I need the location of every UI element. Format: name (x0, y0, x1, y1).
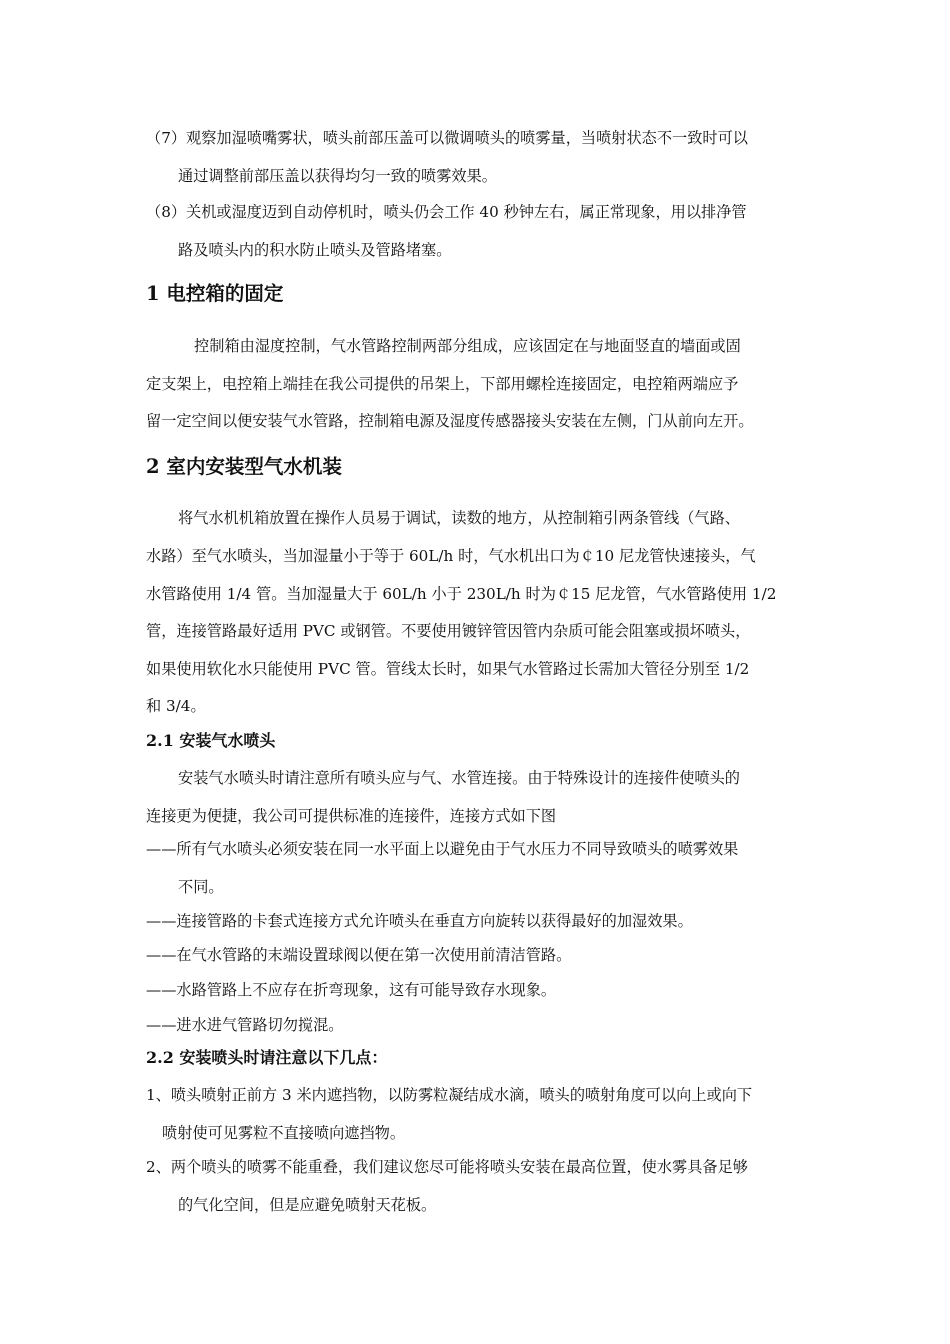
list-item: ——在气水管路的末端设置球阀以便在第一次使用前清洁管路。 (146, 946, 572, 964)
paragraph-line: 留一定空间以便安装气水管路，控制箱电源及湿度传感器接头安装在左侧，门从前向左开。 (146, 412, 754, 430)
paragraph-line: 水路）至气水喷头，当加湿量小于等于 60L/h 时，气水机出口为￠10 尼龙管快速接头，气 (146, 547, 756, 565)
paragraph-line: 安装气水喷头时请注意所有喷头应与气、水管连接。由于特殊设计的连接件使喷头的 (178, 769, 740, 787)
paragraph-line: 水管路使用 1/4 管。当加湿量大于 60L/h 小于 230L/h 时为￠15 尼龙管，气水管路使用 1/2 (146, 585, 777, 603)
paragraph-line: 将气水机机箱放置在操作人员易于调试，读数的地方，从控制箱引两条管线（气路、 (178, 509, 740, 527)
numbered-item-continuation: 喷射使可见雾粒不直接喷向遮挡物。 (162, 1124, 405, 1142)
step-8-line-1: （8）关机或湿度迈到自动停机时，喷头仍会工作 40 秒钟左右，属正常现象，用以排净管 (146, 203, 747, 221)
paragraph-line: 连接更为便捷，我公司可提供标准的连接件，连接方式如下图 (146, 807, 557, 825)
paragraph-line: 管，连接管路最好适用 PVC 或钢管。不要使用镀锌管因管内杂质可能会阻塞或损坏喷头， (146, 622, 751, 640)
list-item: ——所有气水喷头必须安装在同一水平面上以避免由于气水压力不同导致喷头的喷雾效果 (146, 840, 739, 858)
numbered-item-continuation: 的气化空间，但是应避免喷射天花板。 (178, 1196, 437, 1214)
list-item: ——水路管路上不应存在折弯现象，这有可能导致存水现象。 (146, 981, 557, 999)
section-heading-2: 2 室内安装型气水机装 (146, 455, 342, 478)
paragraph-line: 定支架上，电控箱上端挂在我公司提供的吊架上，下部用螺栓连接固定，电控箱两端应予 (146, 375, 739, 393)
step-8-line-2: 路及喷头内的积水防止喷头及管路堵塞。 (178, 241, 452, 259)
paragraph-line: 控制箱由湿度控制，气水管路控制两部分组成，应该固定在与地面竖直的墙面或固 (194, 337, 741, 355)
paragraph-line: 如果使用软化水只能使用 PVC 管。管线太长时，如果气水管路过长需加大管径分别至 1/2 (146, 660, 750, 678)
step-7-line-1: （7）观察加湿喷嘴雾状，喷头前部压盖可以微调喷头的喷雾量，当喷射状态不一致时可以 (146, 129, 748, 147)
section-heading-1: 1 电控箱的固定 (146, 282, 284, 305)
list-item: ——进水进气管路切勿搅混。 (146, 1016, 344, 1034)
subsection-heading-2-1: 2.1 安装气水喷头 (146, 731, 276, 750)
step-7-line-2: 通过调整前部压盖以获得均匀一致的喷雾效果。 (178, 167, 497, 185)
paragraph-line: 和 3/4。 (146, 697, 206, 715)
list-item: ——连接管路的卡套式连接方式允许喷头在垂直方向旋转以获得最好的加湿效果。 (146, 912, 693, 930)
list-item-continuation: 不同。 (178, 878, 224, 896)
numbered-item: 1、喷头喷射正前方 3 米内遮挡物，以防雾粒凝结成水滴，喷头的喷射角度可以向上或向下 (146, 1086, 753, 1104)
numbered-item: 2、两个喷头的喷雾不能重叠，我们建议您尽可能将喷头安装在最高位置，使水雾具备足够 (146, 1158, 748, 1176)
subsection-heading-2-2: 2.2 安装喷头时请注意以下几点： (146, 1048, 388, 1067)
